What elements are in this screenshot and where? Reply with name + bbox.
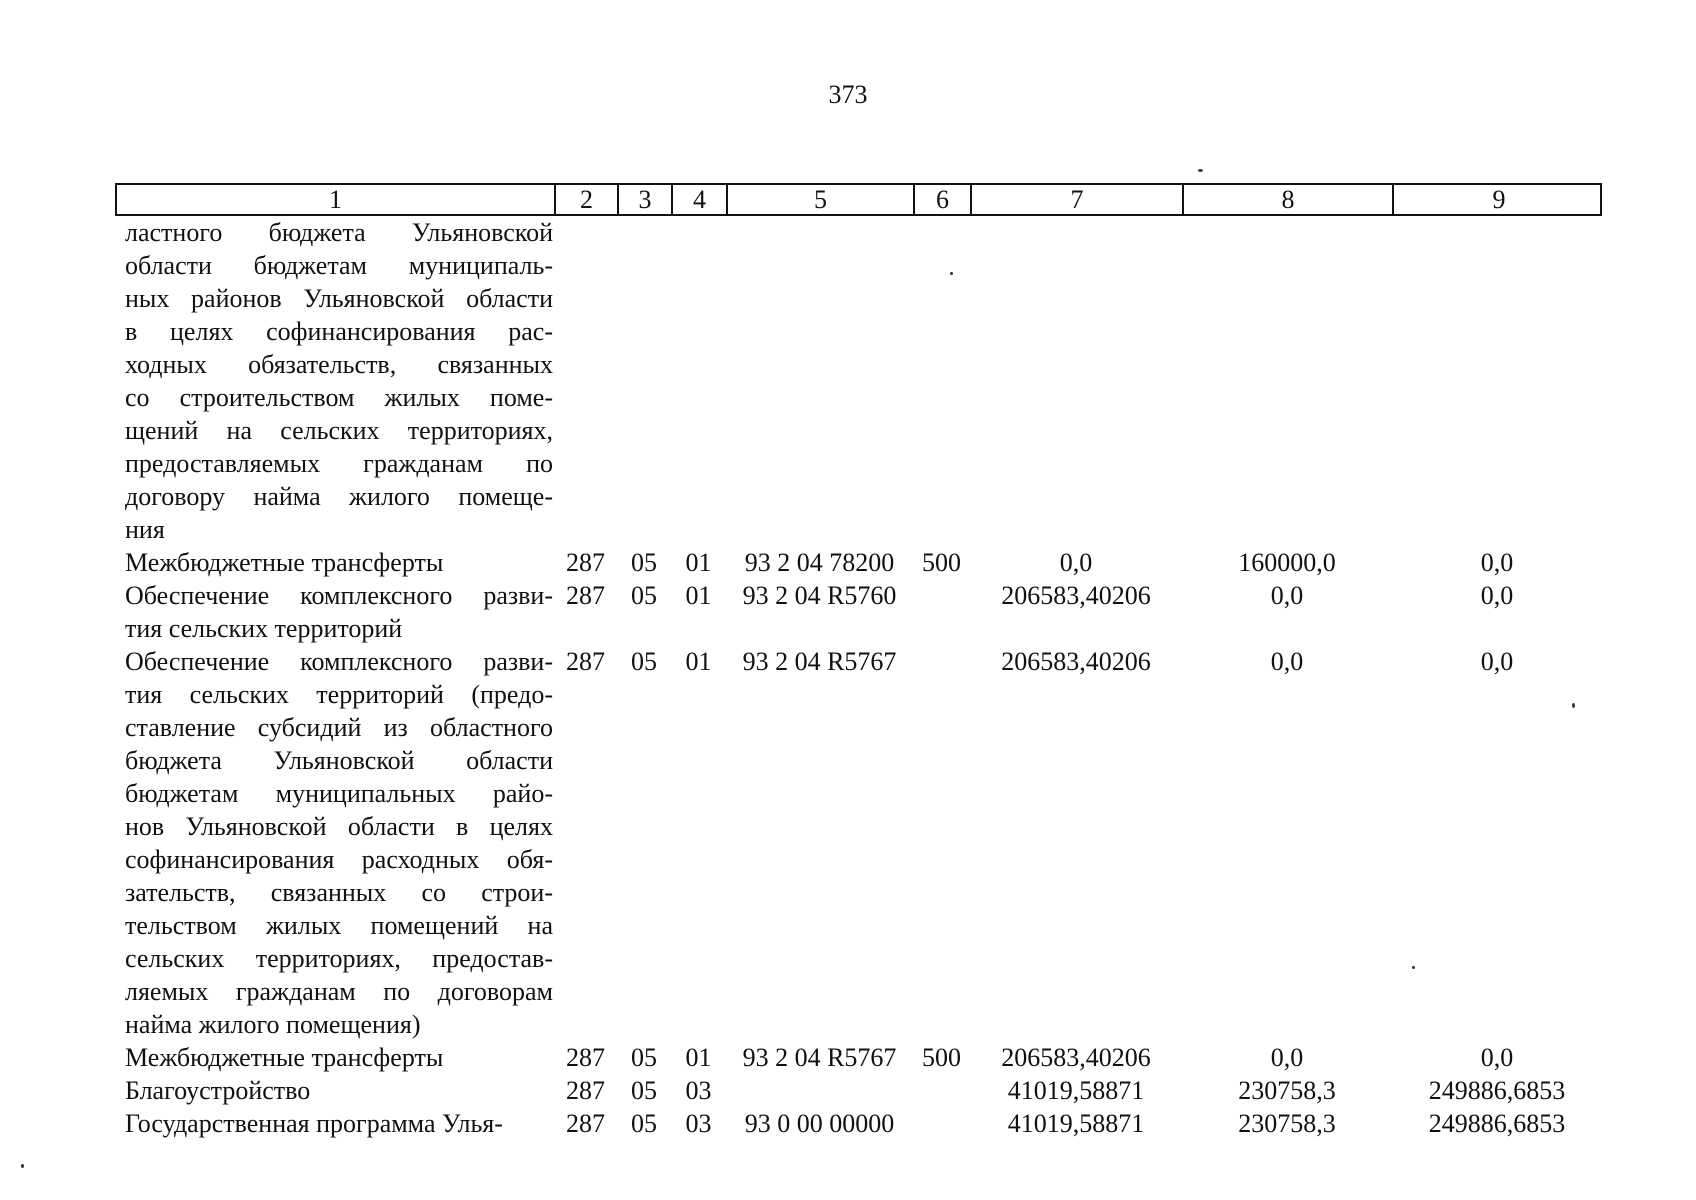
cell-col-9: 0,0 [1480,581,1514,610]
cell-col-9: 0,0 [1480,548,1514,577]
description-line: предоставляемых гражданам по [125,449,553,478]
description-line: нов Ульяновской области в целях [125,812,553,841]
description-line: в целях софинансирования рас- [125,317,553,346]
cell-col-4: 01 [685,581,712,610]
table-header [115,183,1602,216]
cell-col-7: 0,0 [1059,548,1093,577]
description-line: тельством жилых помещений на [125,911,553,940]
cell-col-8: 0,0 [1270,1043,1304,1072]
header-cell-8: 8 [1184,185,1394,214]
row-description [125,216,553,546]
cell-col-7: 41019,58871 [1007,1076,1145,1105]
table-row [115,216,1602,546]
description-line: договору найма жилого помеще- [125,482,553,511]
cell-col-8: 230758,3 [1238,1109,1336,1138]
cell-col-3: 05 [631,647,657,676]
description-line: щений на сельских территориях, [125,416,553,445]
header-cell-6: 6 [915,185,972,214]
cell-col-9: 249886,6853 [1428,1076,1566,1105]
cell-col-4: 01 [685,1043,712,1072]
description-line: области бюджетам муниципаль- [125,251,553,280]
description-line: ластного бюджета Ульяновской [125,218,553,247]
description-line: Межбюджетные трансферты [125,548,444,577]
table-row [115,645,1602,1041]
cell-col-9: 0,0 [1480,1043,1514,1072]
row-description [125,1041,553,1074]
description-line: зательств, связанных со строи- [125,878,553,907]
description-line: Благоустройство [125,1076,311,1105]
description-line: тия сельских территорий [125,614,403,643]
cell-col-3: 05 [631,1043,657,1072]
cell-col-7: 206583,40206 [1001,647,1151,676]
scan-speck [21,1164,24,1168]
cell-col-4: 01 [685,548,712,577]
description-line: Межбюджетные трансферты [125,1043,444,1072]
description-line: Обеспечение комплексного разви- [125,647,553,676]
cell-col-2: 287 [566,1109,605,1138]
cell-col-5: 93 2 04 78200 [744,548,895,577]
cell-col-6: 500 [922,1043,961,1072]
cell-col-9: 249886,6853 [1428,1109,1566,1138]
cell-col-3: 05 [631,1076,657,1105]
cell-col-2: 287 [566,548,605,577]
description-line: ных районов Ульяновской области [125,284,553,313]
header-cell-5: 5 [728,185,915,214]
description-line: ходных обязательств, связанных [125,350,553,379]
description-line: сельских территориях, предостав- [125,944,553,973]
cell-col-3: 05 [631,548,657,577]
row-description [125,1074,553,1107]
cell-col-5: 93 0 00 00000 [744,1109,895,1138]
description-line: тия сельских территорий (предо- [125,680,553,709]
cell-col-4: 01 [685,647,712,676]
header-cell-2: 2 [556,185,619,214]
scan-speck [1572,703,1575,708]
description-line: со строительством жилых поме- [125,383,553,412]
cell-col-4: 03 [685,1109,712,1138]
cell-col-2: 287 [566,647,605,676]
header-cell-7: 7 [972,185,1184,214]
description-line: ставление субсидий из областного [125,713,553,742]
cell-col-5: 93 2 04 R5767 [742,647,897,676]
cell-col-5: 93 2 04 R5767 [742,1043,897,1072]
cell-col-7: 206583,40206 [1001,1043,1151,1072]
table-row [115,579,1602,645]
description-line: найма жилого помещения) [125,1010,421,1039]
cell-col-7: 206583,40206 [1001,581,1151,610]
description-line: бюджета Ульяновской области [125,746,553,775]
cell-col-4: 03 [685,1076,712,1105]
cell-col-2: 287 [566,581,605,610]
description-line: Государственная программа Улья- [125,1109,503,1138]
header-cell-4: 4 [673,185,728,214]
description-line: ляемых гражданам по договорам [125,977,553,1006]
cell-col-2: 287 [566,1076,605,1105]
cell-col-7: 41019,58871 [1007,1109,1145,1138]
header-cell-1: 1 [117,185,556,214]
page-number: 373 [828,80,868,109]
header-cell-9: 9 [1492,185,1506,214]
scan-speck [950,272,953,275]
cell-col-6: 500 [922,548,961,577]
cell-col-9: 0,0 [1480,647,1514,676]
scan-speck [1412,966,1415,969]
cell-col-8: 160000,0 [1238,548,1336,577]
header-cell-3: 3 [619,185,673,214]
cell-col-8: 0,0 [1270,647,1304,676]
cell-col-3: 05 [631,1109,657,1138]
description-line: ния [125,515,165,544]
description-line: бюджетам муниципальных райо- [125,779,553,808]
cell-col-8: 0,0 [1270,581,1304,610]
cell-col-8: 230758,3 [1238,1076,1336,1105]
row-description [125,546,553,579]
cell-col-5: 93 2 04 R5760 [742,581,897,610]
row-description [125,645,553,1041]
description-line: Обеспечение комплексного разви- [125,581,553,610]
table-row [115,546,1602,579]
cell-col-2: 287 [566,1043,605,1072]
cell-col-3: 05 [631,581,657,610]
row-description [125,1107,553,1140]
table-row [115,1074,1602,1107]
table-row [115,1107,1602,1140]
description-line: софинансирования расходных обя- [125,845,553,874]
scan-speck [1198,169,1203,172]
row-description [125,579,553,645]
table-row [115,1041,1602,1074]
